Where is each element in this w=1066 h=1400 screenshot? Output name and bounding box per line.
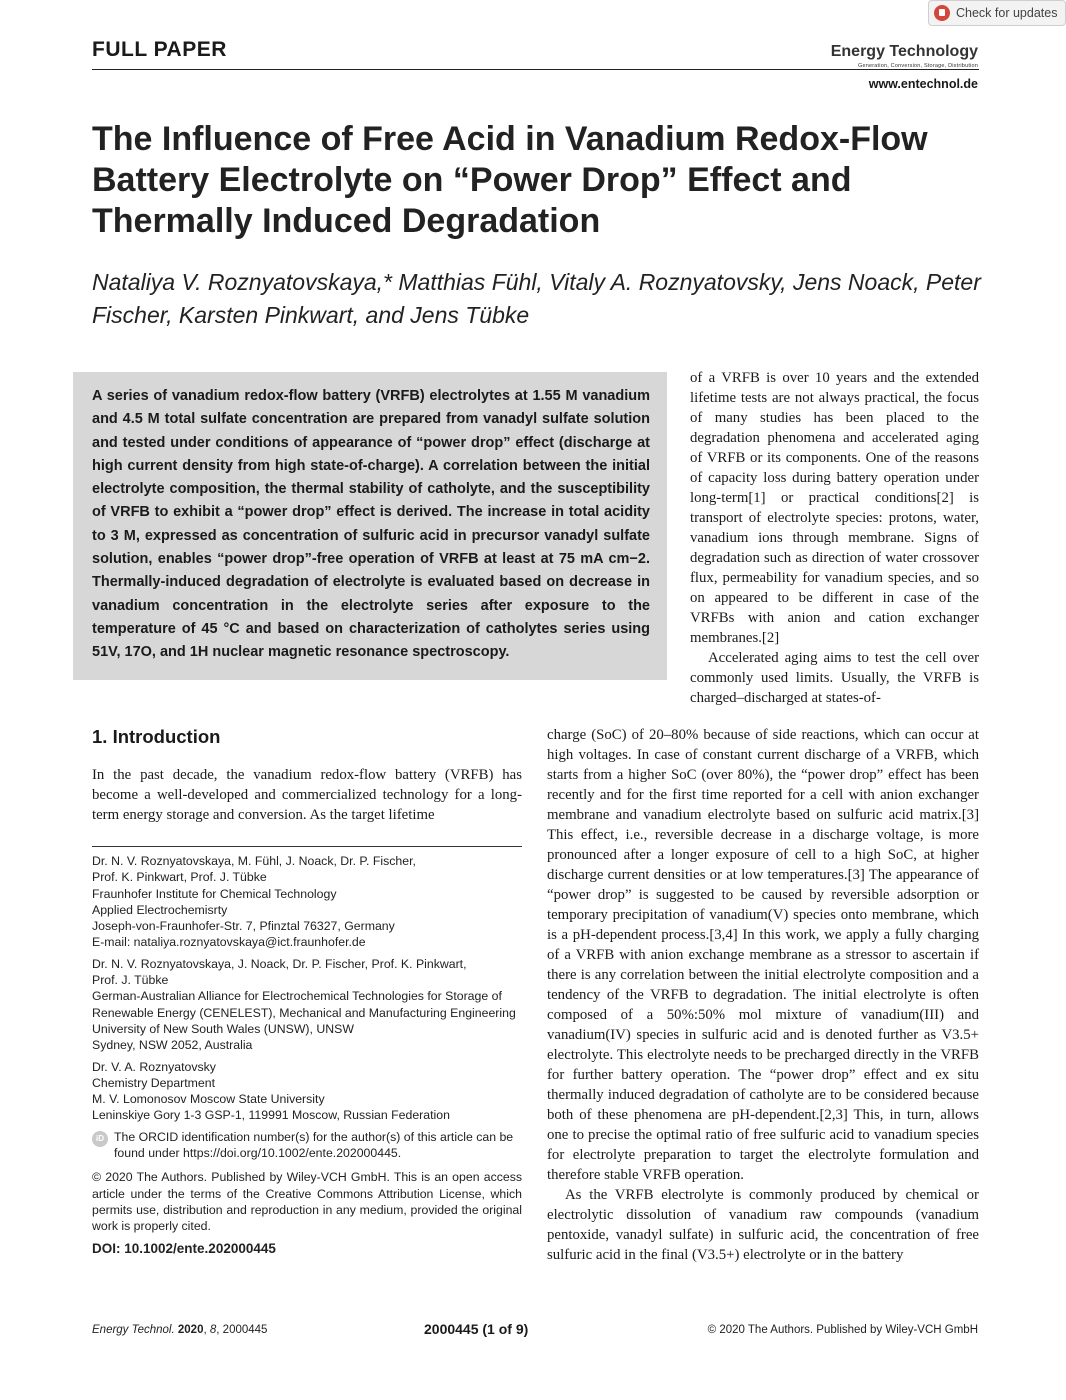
body-paragraph: Accelerated aging aims to test the cell over commonly used limits. Usually, the VRFB is charged–discharged at states-of- [690, 650, 979, 706]
affiliation-line: Prof. K. Pinkwart, Prof. J. Tübke [92, 870, 267, 885]
section-heading: 1. Introduction [92, 726, 221, 747]
intro-paragraph: In the past decade, the vanadium redox-flow battery (VRFB) has become a well-developed and commercialized technology for a long-term energy storage and conversion. As the target lifetime [92, 767, 522, 823]
email-line[interactable]: E-mail: nataliya.roznyatovskaya@ict.fraunhofer.de [92, 935, 366, 950]
affiliation-divider [92, 846, 522, 847]
affiliations-block [92, 853, 522, 1257]
body-column-right-upper [690, 368, 979, 708]
footer-article: 2000445 [222, 1324, 268, 1336]
header-divider [92, 69, 979, 70]
affiliation-line: Dr. V. A. Roznyatovsky [92, 1059, 216, 1074]
affiliation-line: German-Australian Alliance for Electrochemical Technologies for Storage of Renewable Energy (CENELEST), Mechanical and Manufacturing Engineering [92, 989, 516, 1020]
footer-year: 2020 [177, 1324, 204, 1336]
affiliation-3 [92, 1059, 522, 1124]
affiliation-line: Chemistry Department [92, 1075, 216, 1090]
license-notice: © 2020 The Authors. Published by Wiley-VCH GmbH. This is an open access article under the terms of the Creative Commons Attribution License, which permits use, distribution and reproduction in any medium, provided the original work is properly cited. [92, 1170, 522, 1234]
body-paragraph: As the VRFB electrolyte is commonly produced by chemical or electrolytic dissolution of vanadium raw compounds (vanadium pentoxide, vanadyl sulfate) in sulfuric acid, the concentration of free sulfuric acid in the final (V3.5+) electrolyte or in the battery [547, 1187, 979, 1263]
affiliation-line: M. V. Lomonosov Moscow State University [92, 1092, 325, 1107]
footer-journal: Energy Technol. [92, 1324, 175, 1336]
footer-copyright: © 2020 The Authors. Published by Wiley-VCH GmbH [707, 1324, 978, 1336]
body-paragraph: of a VRFB is over 10 years and the extended lifetime tests are not always practical, the focus of many studies has been placed to the degradation phenomena and accelerated aging of VRFB or its components. One of the reasons of capacity loss during battery operation under long-term[1] or practical conditions[2] is transport of electrolyte species: protons, water, vanadium ions through membrane. Signs of degradation such as direction of water crossover flux, permeability for vanadium species, and so on appeared to be different in case of the VRFBs with anion and cation exchanger membranes.[2] [690, 370, 979, 646]
affiliation-line: University of New South Wales (UNSW), UNSW [92, 1021, 354, 1036]
check-for-updates-button[interactable] [928, 0, 1066, 26]
affiliation-line: Applied Electrochemisrty [92, 902, 228, 917]
body-paragraph: charge (SoC) of 20–80% because of side reactions, which can occur at high voltages. In case of constant current discharge of a VRFB, which starts from a higher SoC (over 80%), the “power drop” effect has been recently and for the first time reported for a cell with anion exchanger membrane and vanadium electrolyte based on sulfuric acid matrix.[3] This effect, i.e., reversible decrease in a discharge voltage, is more pronounced after a longer exposure of cell to a high SoC, at higher discharge current densities or at low temperatures.[3] The appearance of “power drop” is suggested to be caused by reversible adsorption or temporary precipitation of vanadium(V) species onto membrane, which is a pH-dependent process.[3,4] In this work, we apply a fully charging of a VRFB with anion exchange membrane as a stressor to ascertain if there is any correlation between the initial electrolyte composition and a tendency of the VRFB to degradation. The initial electrolyte is often composed of a 50%:50% mol mixture of vanadium(III) and vanadium(IV) species in sulfuric acid and is denoted further as V3.5+ electrolyte. This electrolyte needs to be precharged directly in the VRFB for further battery operation. The “power drop” effect and ex situ thermally induced degradation of catholyte are to be considered because both of these phenomena are pH-dependent.[2,3] This, in turn, allows one to precise the optimal ratio of free sulfuric acid to vanadium species for electrolyte preparation to target the electrolyte formulation and therefore stable VRFB operation. [547, 727, 979, 1183]
check-updates-icon [934, 5, 950, 21]
orcid-text[interactable]: The ORCID identification number(s) for the author(s) of this article can be found under https://doi.org/10.1002/ente.202000445. [114, 1129, 514, 1161]
journal-name: Energy Technology [830, 43, 978, 60]
author-list: Nataliya V. Roznyatovskaya,* Matthias Fühl, Vitaly A. Roznyatovsky, Jens Noack, Peter Fischer, Karsten Pinkwart, and Jens Tübke [92, 269, 981, 328]
section-label: FULL PAPER [92, 38, 227, 61]
abstract-text: A series of vanadium redox-flow battery (VRFB) electrolytes at 1.55 M vanadium and 4.5 M total sulfate concentration are prepared from vanadyl sulfate solution and tested under conditions of appearance of “power drop” effect (discharge at high current density from high state-of-charge). A correlation between the initial electrolyte composition, the thermal stability of catholyte, and the susceptibility of VRFB to exhibit a “power drop” effect is derived. The increase in total acidity to 3 M, expressed as concentration of sulfuric acid in precursor vanadyl sulfate solution, enables “power drop”-free operation of VRFB at least at 75 mA cm−2. Thermally-induced degradation of electrolyte is evaluated based on decrease in vanadium concentration in the electrolyte series after exposure to the temperature of 45 °C and based on characterization of catholytes series using 51V, 17O, and 1H nuclear magnetic resonance spectroscopy. [92, 388, 650, 661]
footer-citation: Energy Technol. 2020, 8, 2000445 [92, 1324, 268, 1336]
affiliation-2 [92, 956, 522, 1054]
orcid-note [92, 1129, 522, 1162]
affiliation-line: Leninskiye Gory 1-3 GSP-1, 119991 Moscow, Russian Federation [92, 1108, 450, 1123]
check-for-updates-label: Check for updates [956, 6, 1058, 20]
affiliation-line: Fraunhofer Institute for Chemical Technology [92, 886, 337, 901]
affiliation-1 [92, 853, 522, 951]
journal-subtitle: Generation, Conversion, Storage, Distribution [858, 63, 978, 69]
affiliation-line: Prof. J. Tübke [92, 973, 169, 988]
journal-url-link[interactable]: www.entechnol.de [868, 77, 978, 91]
page-number: 2000445 (1 of 9) [424, 1321, 529, 1337]
orcid-icon: iD [92, 1131, 108, 1147]
affiliation-line: Dr. N. V. Roznyatovskaya, M. Fühl, J. Noack, Dr. P. Fischer, [92, 854, 416, 868]
footer-volume: 8 [209, 1324, 217, 1336]
affiliation-line: Joseph-von-Fraunhofer-Str. 7, Pfinztal 76327, Germany [92, 919, 395, 934]
affiliation-line: Dr. N. V. Roznyatovskaya, J. Noack, Dr. P. Fischer, Prof. K. Pinkwart, [92, 956, 467, 971]
body-column-right-main [547, 725, 979, 1265]
affiliation-line: Sydney, NSW 2052, Australia [92, 1038, 253, 1053]
doi-link[interactable]: DOI: 10.1002/ente.202000445 [92, 1240, 276, 1256]
paper-title: The Influence of Free Acid in Vanadium Redox-Flow Battery Electrolyte on “Power Drop” Effect and Thermally Induced Degradation [92, 120, 928, 240]
